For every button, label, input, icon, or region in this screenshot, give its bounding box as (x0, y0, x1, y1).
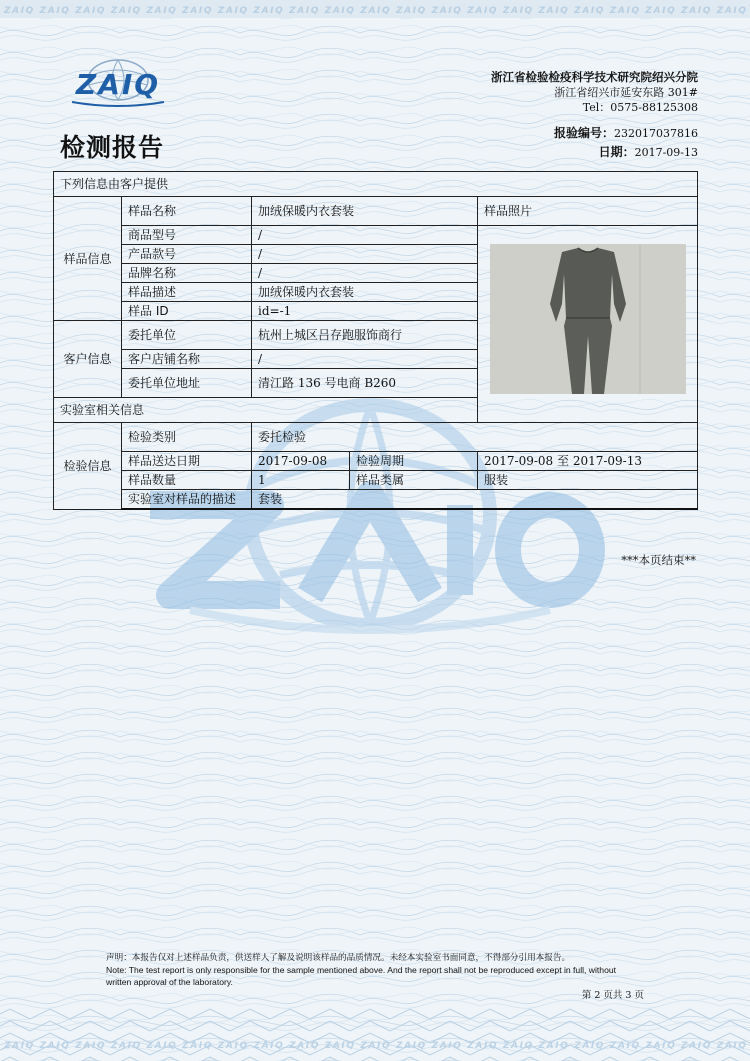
report-meta (554, 124, 698, 162)
inspection-info-group-label: 检验信息 (54, 423, 122, 510)
organization-address: 浙江省绍兴市延安东路 301# (554, 86, 698, 99)
row-label: 样品描述 (122, 283, 252, 302)
report-date: 2017-09-13 (634, 146, 698, 159)
sample-quantity: 1 (252, 471, 350, 490)
period-label: 检验周期 (350, 452, 478, 471)
row-value: 加绒保暖内衣套装 (252, 197, 478, 226)
quantity-label: 样品数量 (122, 471, 252, 490)
row-value: / (252, 226, 478, 245)
thermal-underwear-image (490, 244, 686, 394)
statement-en-line-2: written approval of the laboratory. (106, 977, 233, 987)
row-label: 产品款号 (122, 245, 252, 264)
lab-section-heading: 实验室相关信息 (54, 398, 698, 423)
footer-statement (106, 952, 666, 988)
row-label: 客户店铺名称 (122, 350, 252, 369)
row-value: 加绒保暖内衣套装 (252, 283, 478, 302)
row-label: 样品名称 (122, 197, 252, 226)
row-value: 清江路 136 号电商 B260 (252, 369, 478, 398)
organization-tel: Tel：0575-88125308 (582, 101, 698, 114)
row-value: / (252, 264, 478, 283)
report-table (53, 171, 698, 510)
inspection-type-label: 检验类别 (122, 423, 252, 452)
page-number: 第 2 页共 3 页 (581, 990, 644, 1001)
received-date-label: 样品送达日期 (122, 452, 252, 471)
row-label: 品牌名称 (122, 264, 252, 283)
inspection-type: 委托检验 (252, 423, 698, 452)
row-label: 商品型号 (122, 226, 252, 245)
page-end-mark: ***本页结束** (621, 553, 696, 567)
svg-text:ZAIQ ZAIQ ZAIQ ZAIQ ZAIQ ZAIQ: ZAIQ ZAIQ ZAIQ ZAIQ ZAIQ ZAIQ ZAIQ ZAIQ ZAIQ ZAIQ ZAIQ ZAIQ ZAIQ ZAIQ ZAIQ ZAIQ ZAIQ ZAIQ ZAIQ ZAIQ ZAIQ (4, 6, 746, 16)
svg-text:ZAIQ ZAIQ ZAIQ ZAIQ ZAIQ ZAIQ: ZAIQ ZAIQ ZAIQ ZAIQ ZAIQ ZAIQ ZAIQ ZAIQ ZAIQ ZAIQ ZAIQ ZAIQ ZAIQ ZAIQ ZAIQ ZAIQ ZAIQ ZAIQ ZAIQ ZAIQ ZAIQ (4, 1041, 746, 1051)
inspection-period: 2017-09-08 至 2017-09-13 (478, 452, 698, 471)
row-value: / (252, 245, 478, 264)
client-info-group-label: 客户信息 (54, 321, 122, 398)
organization-info (491, 70, 698, 115)
sample-category: 服装 (478, 471, 698, 490)
statement-cn: 声明：本报告仅对上述样品负责，供送样人了解及说明该样品的品质情况。未经本实验室书面同意，不得部分引用本报告。 (106, 953, 571, 963)
photo-label: 样品照片 (478, 197, 698, 226)
zaiq-logo (62, 58, 174, 108)
statement-en-line-1: Note: The test report is only responsible for the sample mentioned above. And the report shall not be reproduced except in full, without (106, 965, 617, 975)
received-date: 2017-09-08 (252, 452, 350, 471)
sample-photo (490, 244, 686, 394)
lab-description: 套装 (252, 490, 698, 510)
report-date-label: 日期： (598, 145, 635, 159)
customer-section-heading: 下列信息由客户提供 (54, 172, 698, 197)
row-value: id=-1 (252, 302, 478, 321)
row-label: 委托单位 (122, 321, 252, 350)
logo-text: ZAIQ (75, 68, 161, 101)
lab-description-label: 实验室对样品的描述 (122, 490, 252, 510)
top-border-pattern (0, 0, 750, 18)
organization-name: 浙江省检验检疫科学技术研究院绍兴分院 (491, 70, 698, 84)
bottom-border-pattern (0, 1008, 750, 1061)
category-label: 样品类属 (350, 471, 478, 490)
report-number: 232017037816 (614, 127, 698, 140)
row-value: / (252, 350, 478, 369)
sample-info-group-label: 样品信息 (54, 197, 122, 321)
row-label: 样品 ID (122, 302, 252, 321)
report-title: 检测报告 (60, 133, 165, 162)
row-label: 委托单位地址 (122, 369, 252, 398)
report-number-label: 报验编号： (554, 126, 615, 140)
row-value: 杭州上城区吕存跑服饰商行 (252, 321, 478, 350)
sample-photo-cell (478, 226, 698, 423)
